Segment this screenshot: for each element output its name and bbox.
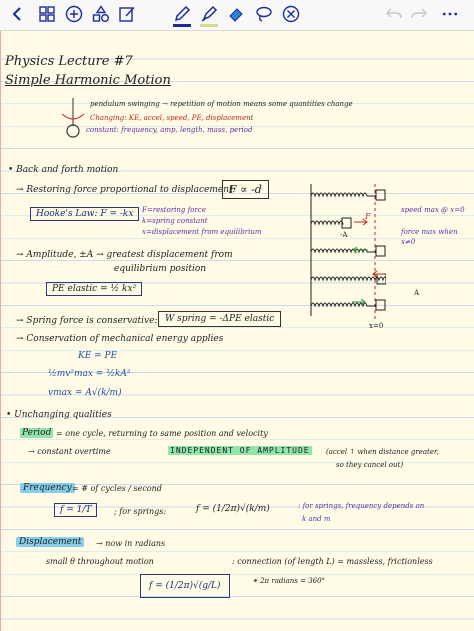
displacement-term: Displacement (16, 537, 84, 547)
period-definition: = one cycle, returning to same position and velocity (56, 429, 268, 438)
add-icon[interactable] (64, 4, 84, 24)
accel-note-1: (accel ↑ when distance greater, (326, 448, 439, 456)
intro-line-1: pendulum swinging → repetition of motion means some quantities change (90, 100, 353, 108)
diagram-label-a: A (414, 289, 420, 297)
restoring-force: → Restoring force proportional to displacement: (16, 185, 236, 195)
for-springs: ; for springs: (114, 507, 167, 516)
close-circle-icon[interactable] (281, 4, 301, 24)
amplitude-line-1: → Amplitude, ±A → greatest displacement from (16, 250, 233, 260)
spring-note-2: k and m (302, 515, 331, 523)
toolbar (0, 0, 474, 31)
page-title: Physics Lecture #7 (5, 54, 133, 69)
constant-overtime: → constant overtime (28, 447, 111, 456)
conservation-line: → Conservation of mechanical energy applies (16, 334, 224, 344)
energy-equation: ½mv²max = ½kA² (48, 369, 131, 379)
connection-note: : connection (of length L) = massless, frictionless (232, 557, 433, 566)
accel-note-2: so they cancel out) (336, 461, 404, 469)
highlighter-icon[interactable] (199, 4, 219, 24)
diagram-label-x0: x=0 (369, 322, 384, 330)
speed-max-note: speed max @ x=0 (401, 206, 465, 214)
pendulum-sketch (56, 96, 90, 140)
period-term: Period (22, 428, 52, 438)
edit-icon[interactable] (117, 4, 137, 24)
independent-of-amplitude: INDEPENDENT OF AMPLITUDE (170, 446, 310, 455)
w-spring-box: W spring = -ΔPE elastic (158, 311, 281, 327)
intro-constant: constant: frequency, amp, length, mass, period (86, 126, 253, 134)
vmax-equation: vmax = A√(k/m) (48, 388, 122, 398)
small-theta: small θ throughout motion (46, 557, 154, 566)
shapes-icon[interactable] (91, 4, 111, 24)
diagram-label-neg-a: -A (340, 231, 348, 239)
more-icon[interactable] (438, 4, 462, 24)
spring-note-1: : for springs, frequency depends on (298, 502, 425, 510)
undo-icon[interactable] (384, 4, 404, 24)
hookes-law-box: Hooke's Law: F = -kx (30, 207, 139, 221)
hookes-def-x: x=displacement from equilibrium (142, 228, 262, 236)
frequency-term: Frequency (20, 483, 75, 493)
grid-icon[interactable] (37, 4, 57, 24)
intro-changing: Changing: KE, accel, speed, PE, displacement (90, 114, 254, 122)
page-subtitle: Simple Harmonic Motion (5, 73, 171, 88)
frequency-definition: = # of cycles / second (72, 484, 162, 493)
spring-diagram (306, 184, 386, 332)
back-forth-heading: • Back and forth motion (8, 165, 119, 175)
hookes-def-k: k=spring constant (142, 217, 208, 225)
lasso-icon[interactable] (254, 4, 274, 24)
ke-equals-pe: KE = PE (78, 351, 118, 361)
redo-icon[interactable] (409, 4, 429, 24)
margin-line (0, 31, 1, 631)
back-icon[interactable] (8, 4, 28, 24)
f-pendulum-box: f = (1/2π)√(g/L) (140, 574, 230, 598)
amplitude-line-2: equilibrium position (114, 264, 207, 274)
eraser-icon[interactable] (226, 4, 246, 24)
f-spring-equation: f = (1/2π)√(k/m) (196, 504, 270, 514)
hookes-def-f: F=restoring force (142, 206, 206, 214)
pe-elastic-box: PE elastic = ½ kx² (46, 282, 142, 296)
diagram-label-f: F (365, 212, 371, 221)
f-equals-1-over-t: f = 1/T (54, 503, 97, 517)
pen-icon[interactable] (172, 4, 192, 24)
spring-conservative: → Spring force is conservative: (16, 316, 158, 326)
unchanging-heading: • Unchanging qualities (6, 410, 112, 420)
now-in-radians: → now in radians (96, 539, 166, 548)
f-alpha-d-box: F ∝ -d (222, 180, 269, 199)
radians-note: ✴ 2π radians = 360° (252, 577, 326, 585)
force-max-note: force max when x≠0 (401, 228, 458, 246)
